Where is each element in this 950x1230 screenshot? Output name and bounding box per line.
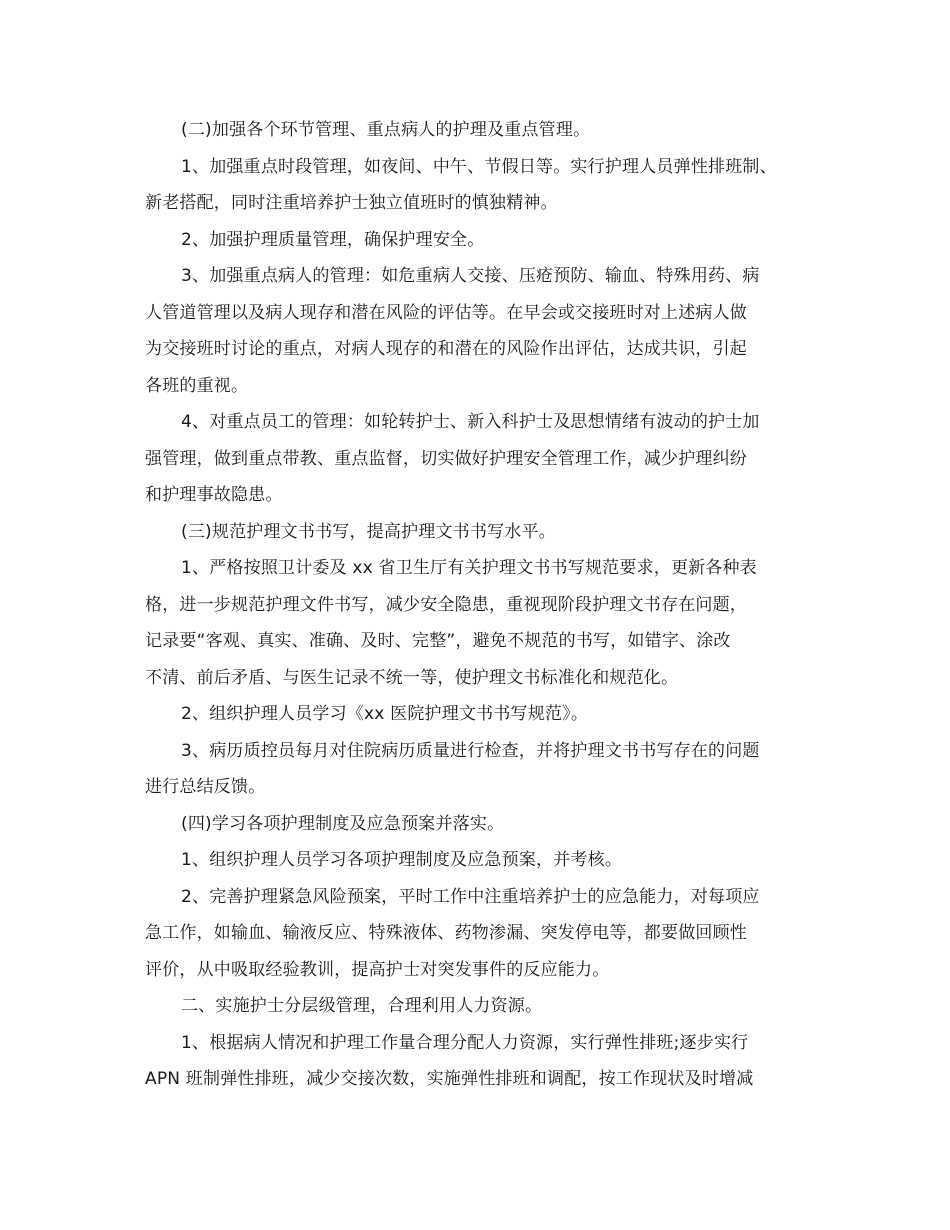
- text-line: 急工作，如输血、输液反应、特殊液体、药物渗漏、突发停电等，都要做回顾性: [145, 923, 747, 943]
- text-line: 人管道管理以及病人现存和潜在风险的评估等。在早会或交接班时对上述病人做: [145, 302, 747, 323]
- paragraph-p14: [145, 1025, 835, 1098]
- paragraph-p2: [145, 149, 835, 222]
- text-line: 2、完善护理紧急风险预案，平时工作中注重培养护士的应急能力，对每项应: [181, 886, 760, 907]
- text-line: 1、组织护理人员学习各项护理制度及应急预案，并考核。: [181, 850, 623, 870]
- text-line: 3、病历质控员每月对住院病历质量进行检查，并将护理文书书写存在的问题: [181, 740, 760, 761]
- text-line: 3、加强重点病人的管理：如危重病人交接、压疮预防、输血、特殊用药、病: [181, 266, 760, 286]
- text-line: 不清、前后矛盾、与医生记录不统一等，使护理文书标准化和规范化。: [145, 667, 679, 688]
- text-line: 1、严格按照卫计委及 xx 省卫生厅有关护理文书书写规范要求，更新各种表: [181, 558, 757, 578]
- text-line: 2、组织护理人员学习《xx 医院护理文书书写规范》。: [181, 704, 589, 724]
- text-line: 为交接班时讨论的重点，对病人现存的和潜在的风险作出评估，达成共识，引起: [145, 339, 747, 359]
- text-line: 记录要“客观、真实、准确、及时、完整”，避免不规范的书写，如错字、涂改: [145, 631, 731, 651]
- text-line: 强管理，做到重点带教、重点监督，切实做好护理安全管理工作，减少护理纠纷: [145, 448, 747, 469]
- paragraph-p7: [145, 550, 835, 696]
- paragraph-p10: [145, 806, 835, 843]
- document-body: [145, 112, 835, 1098]
- paragraph-p12: [145, 879, 835, 989]
- text-line: 1、根据病人情况和护理工作量合理分配人力资源，实行弹性排班;逐步实行: [181, 1032, 749, 1053]
- text-line: 和护理事故隐患。: [145, 485, 283, 505]
- text-line: 2、加强护理质量管理，确保护理安全。: [181, 229, 485, 250]
- text-line: 二、实施护士分层级管理，合理利用人力资源。: [181, 996, 543, 1016]
- paragraph-p1: [145, 112, 835, 149]
- paragraph-p3: [145, 222, 835, 259]
- paragraph-p4: [145, 258, 835, 404]
- paragraph-p9: [145, 733, 835, 806]
- text-line: 各班的重视。: [145, 375, 249, 396]
- text-line: 格，进一步规范护理文件书写，减少安全隐患，重视现阶段护理文书存在问题，: [145, 594, 747, 615]
- paragraph-p11: [145, 842, 835, 879]
- paragraph-p5: [145, 404, 835, 514]
- text-line: 4、对重点员工的管理：如轮转护士、新入科护士及思想情绪有波动的护士加: [181, 412, 760, 432]
- paragraph-p13: [145, 988, 835, 1025]
- text-line: 评价，从中吸取经验教训，提高护士对突发事件的反应能力。: [145, 959, 610, 980]
- text-line: APN 班制弹性排班，减少交接次数，实施弹性排班和调配，按工作现状及时增减: [145, 1069, 754, 1089]
- text-line: 1、加强重点时段管理，如夜间、中午、节假日等。实行护理人员弹性排班制、: [181, 156, 777, 177]
- text-line: 新老搭配，同时注重培养护士独立值班时的慎独精神。: [145, 193, 558, 213]
- text-line: 进行总结反馈。: [145, 777, 266, 797]
- text-line: (三)规范护理文书书写，提高护理文书书写水平。: [181, 521, 556, 542]
- text-line: (二)加强各个环节管理、重点病人的护理及重点管理。: [181, 120, 591, 140]
- text-line: (四)学习各项护理制度及应急预案并落实。: [181, 813, 505, 834]
- paragraph-p6: [145, 514, 835, 551]
- paragraph-p8: [145, 696, 835, 733]
